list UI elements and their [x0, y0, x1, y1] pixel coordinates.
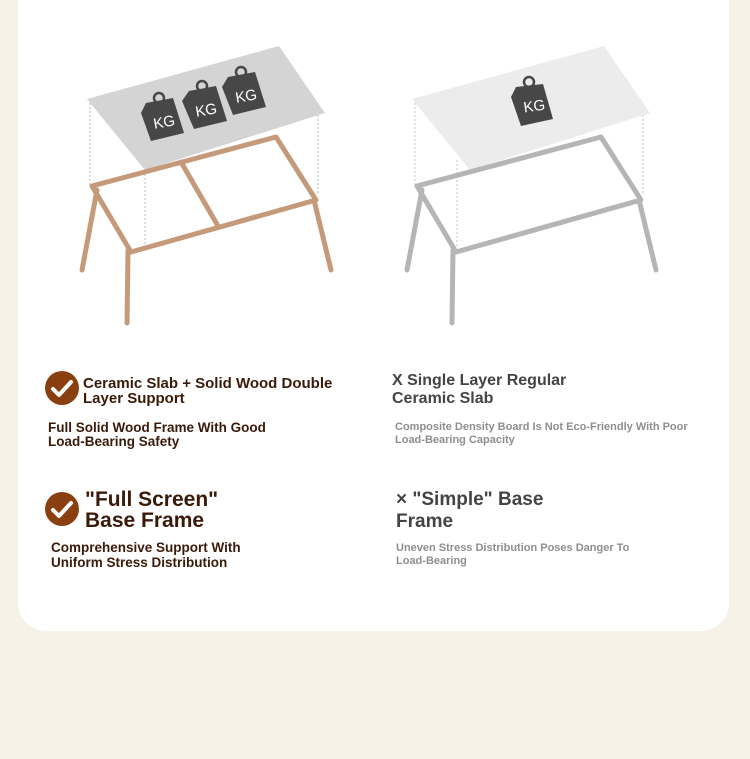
- comparison-description: Uneven Stress Distribution Poses Danger To Load-Bearing: [396, 542, 630, 567]
- feature-title: "Full Screen" Base Frame: [85, 488, 219, 532]
- feature-description: Full Solid Wood Frame With Good Load-Bearing Safety: [48, 420, 266, 449]
- svg-text:KG: KG: [234, 86, 259, 107]
- comparison-description: Composite Density Board Is Not Eco-Friendly With Poor Load-Bearing Capacity: [395, 421, 688, 446]
- wood-frame-graphic: [82, 137, 331, 323]
- feature-description: Comprehensive Support With Uniform Stress Distribution: [51, 540, 241, 570]
- check-icon: [45, 371, 79, 405]
- simple-frame-table-illustration: [385, 30, 675, 335]
- check-icon: [45, 492, 79, 526]
- comparison-title: × "Simple" Base Frame: [396, 489, 544, 532]
- feature-title: Ceramic Slab + Solid Wood Double Layer Support: [83, 375, 333, 407]
- comparison-title: X Single Layer Regular Ceramic Slab: [392, 372, 567, 407]
- metal-frame-graphic: [407, 137, 656, 323]
- svg-text:KG: KG: [152, 112, 177, 133]
- svg-text:KG: KG: [194, 100, 219, 121]
- svg-text:KG: KG: [522, 96, 547, 117]
- wood-frame-table-illustration: [60, 30, 360, 335]
